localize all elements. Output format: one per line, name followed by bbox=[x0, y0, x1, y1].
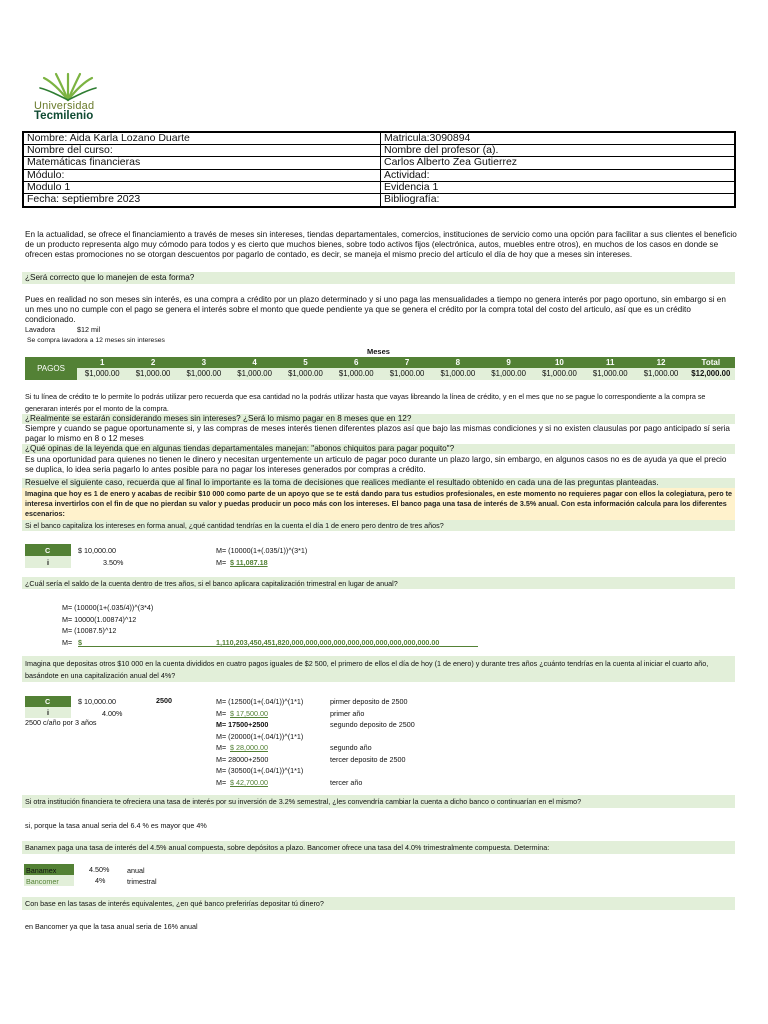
logo-line2: Tecmilenio bbox=[34, 110, 94, 122]
info-cell-left: Matemáticas financieras bbox=[24, 157, 381, 168]
pagos-total-column bbox=[687, 357, 735, 380]
pagos-month-column bbox=[179, 357, 230, 380]
info-cell-left: Modulo 1 bbox=[24, 182, 381, 193]
case-question-5: Banamex paga una tasa de interés del 4.5% anual compuesta, sobre depósitos a plazo. Bancomer ofrece una tasa del 4.0% trimestralmente compuesta. Determina: bbox=[25, 843, 550, 852]
calc3-result: $ 28,000.00 bbox=[230, 743, 268, 752]
month-number: 8 bbox=[455, 358, 461, 367]
month-amount: $1,000.00 bbox=[440, 369, 476, 378]
bank-name: Banamex bbox=[26, 866, 57, 875]
month-number: 6 bbox=[354, 358, 359, 367]
lavadora-note: Se compra lavadora a 12 meses sin intereses bbox=[27, 337, 165, 344]
info-cell-right: Bibliografía: bbox=[384, 193, 440, 205]
bank-type: anual bbox=[127, 866, 145, 875]
i-value: 4.00% bbox=[102, 709, 123, 718]
pagos-month-column bbox=[331, 357, 382, 380]
info-row bbox=[24, 170, 734, 182]
pagos-month-column bbox=[382, 357, 433, 380]
intro-paragraph: En la actualidad, se ofrece el financiamiento a través de meses sin intereses, tiendas departamentales, comercios, instituciones de servicio como una opción para facilitar a sus clientes el beneficio de un producto representa algo muy cómodo para todos y es cierto que muchos bienes, sobre todo activos fijos (electrónica, autos, muebles entre otros), en muchos de los casos en donde se ofrecen estas promociones no se otorgan descuentos por pagarlo de contado, es decir, se maneja el mismo precio del artículo el día de hoy que a meses sin intereses. bbox=[25, 230, 737, 260]
question-1: ¿Será correcto que lo manejen de esta forma? bbox=[25, 273, 195, 282]
calc3-formula: M= bbox=[216, 708, 227, 718]
case-question-6: Con base en las tasas de interés equivalentes, ¿en qué banco preferirías depositar tú dinero? bbox=[25, 899, 324, 908]
month-number: 11 bbox=[606, 358, 615, 367]
month-number: 3 bbox=[201, 358, 207, 367]
calc2-line3: M= (10087.5)^12 bbox=[62, 626, 117, 635]
bank-name: Bancomer bbox=[26, 877, 59, 886]
case-answer-4: si, porque la tasa anual seria del 6.4 % es mayor que 4% bbox=[25, 821, 207, 830]
case-answer-6: en Bancomer ya que la tasa anual seria de 16% anual bbox=[25, 922, 198, 931]
month-number: 12 bbox=[656, 358, 666, 367]
pagos-month-column bbox=[433, 357, 484, 380]
pagos-month-column bbox=[229, 357, 280, 380]
month-amount: $1,000.00 bbox=[491, 369, 526, 378]
bank-rate: 4% bbox=[95, 876, 106, 885]
answer-2: Siempre y cuando se pague oportunamente si, y las compras de meses interés tienen diferentes plazos así que bajo las mismas condiciones y si no existen clausulas por pago anticipado sí seria pagar lo mismo en 8 o 12 meses bbox=[25, 424, 730, 444]
calc2-dollar: $ bbox=[78, 638, 82, 647]
total-label: Total bbox=[701, 358, 721, 367]
calc3-note: segundo año bbox=[330, 743, 372, 752]
info-cell-right: Carlos Alberto Zea Gutierrez bbox=[384, 157, 518, 169]
calc2-line2: M= 10000(1.00874)^12 bbox=[62, 615, 137, 624]
pagos-month-column bbox=[483, 357, 534, 380]
month-number: 5 bbox=[303, 358, 308, 367]
bank-rate: 4.50% bbox=[89, 865, 110, 874]
caso-intro: Resuelve el siguiente caso, recuerda que al final lo importante es la toma de decisiones que realices mediante el resultado obtenido en cada una de las preguntas planteadas. bbox=[25, 478, 659, 487]
student-info-table bbox=[22, 131, 736, 208]
logo-line1: Universidad bbox=[34, 100, 95, 112]
pagos-row-label: PAGOS bbox=[37, 364, 65, 373]
formula-1-result: $ 11,087.18 bbox=[230, 558, 268, 567]
calc2-line4-prefix: M= bbox=[62, 638, 73, 647]
month-number: 7 bbox=[404, 358, 410, 367]
info-cell-left: Nombre del curso: bbox=[24, 145, 381, 156]
pagos-table bbox=[25, 357, 735, 380]
info-row bbox=[24, 145, 734, 157]
month-amount: $1,000.00 bbox=[135, 369, 171, 378]
month-number: 1 bbox=[100, 358, 105, 367]
question-2: ¿Realmente se estarán considerando meses sin intereses? ¿Será lo mismo pagar en 8 meses que en 12? bbox=[25, 414, 412, 423]
formula-1: M= (10000(1+(.035/1))^(3*1) bbox=[216, 546, 308, 555]
calc2-result: 1,110,203,450,451,820,000,000,000,000,000,000,000,000,000,000.00 bbox=[216, 638, 440, 647]
month-number: 9 bbox=[506, 358, 511, 367]
pagos-month-column bbox=[636, 357, 687, 380]
month-number: 10 bbox=[554, 358, 564, 367]
info-cell-left: Nombre: Aida Karla Lozano Duarte bbox=[24, 133, 381, 144]
case-question-4: Si otra institución financiera te ofreciera una tasa de interés por su inversión de 3.2% semestral, ¿les convendría cambiar la cuenta a dicho banco o continuarían en el mismo? bbox=[25, 797, 582, 806]
calc3-note: tercer deposito de 2500 bbox=[330, 754, 406, 764]
pagos-month-column bbox=[280, 357, 331, 380]
calc3-note: primer año bbox=[330, 708, 365, 718]
month-amount: $1,000.00 bbox=[288, 369, 323, 378]
calc3-formula: M= 17500+2500 bbox=[216, 720, 269, 729]
meses-label: Meses bbox=[367, 347, 390, 356]
month-amount: $1,000.00 bbox=[389, 369, 425, 378]
calc3-formula: M= (20000(1+(.04/1))^(1*1) bbox=[216, 731, 304, 741]
info-cell-right: Matricula:3090894 bbox=[384, 133, 471, 144]
question-3: ¿Qué opinas de la leyenda que en algunas tiendas departamentales manejan: "abonos chiquitos para pagar poquito"? bbox=[25, 444, 455, 453]
pagos-month-column bbox=[77, 357, 128, 380]
case-question-1: Si el banco capitaliza los intereses en forma anual, ¿qué cantidad tendrías en la cuenta el día 1 de enero pero dentro de tres años? bbox=[25, 521, 444, 530]
month-number: 4 bbox=[252, 358, 257, 367]
bank-type: trimestral bbox=[127, 877, 157, 886]
info-row bbox=[24, 133, 734, 145]
calc3-note: tercer año bbox=[330, 777, 363, 787]
i-value: 3.50% bbox=[103, 558, 124, 567]
month-amount: $1,000.00 bbox=[84, 369, 120, 378]
c-value: $ 10,000.00 bbox=[78, 697, 116, 706]
c-label: C bbox=[45, 546, 51, 555]
info-cell-left: Fecha: septiembre 2023 bbox=[24, 194, 381, 206]
month-amount: $1,000.00 bbox=[592, 369, 628, 378]
info-cell-right: Actividad: bbox=[384, 169, 430, 181]
caso-text: Imagina que hoy es 1 de enero y acabas de recibir $10 000 como parte de un apoyo que se te está dando para tus estudios profesionales, en este momento no requieres pagar con ellos la colegiatura, pero te interesa invertirlos con el fin de que no pierdan su valor y puedas producir un poco más con los intereses. El banco paga una tasa de interés de 3.5% anual. Con esta información calcula para los diferentes escenarios: bbox=[25, 489, 732, 518]
lavadora-label: Lavadora bbox=[25, 325, 55, 334]
calc3-formula: M= bbox=[216, 777, 227, 787]
calc3-formula: M= (30500(1+(.04/1))^(1*1) bbox=[216, 766, 304, 775]
info-row bbox=[24, 157, 734, 169]
i-label: i bbox=[47, 708, 49, 717]
calc2-line1: M= (10000(1+(.035/4))^(3*4) bbox=[62, 603, 154, 612]
info-row bbox=[24, 182, 734, 194]
answer-1: Pues en realidad no son meses sin interés, es una compra a crédito por un plazo determinado y si uno paga las mensualidades a tiempo no genera interés por pago oportuno, sin embargo si en un mes uno no cumple con el pago se genera el interés sobre el monto que quede pendiente ya que se genera el crédito por la compra total del costo del articulo, así que es un crédito condicionado. bbox=[25, 295, 726, 325]
calc3-note: segundo deposito de 2500 bbox=[330, 720, 415, 729]
lavadora-value: $12 mil bbox=[77, 325, 101, 334]
month-amount: $1,000.00 bbox=[542, 369, 577, 378]
pagos-month-column bbox=[128, 357, 179, 380]
calc3-result: $ 42,700.00 bbox=[230, 777, 268, 787]
month-amount: $1,000.00 bbox=[338, 369, 374, 378]
calc3-result: $ 17,500.00 bbox=[230, 708, 268, 718]
pagos-month-column bbox=[534, 357, 585, 380]
c-label: C bbox=[45, 697, 51, 706]
c-value: $ 10,000.00 bbox=[78, 546, 116, 555]
deposit-amount: 2500 bbox=[156, 696, 172, 705]
deposit-note: 2500 c/año por 3 años bbox=[25, 718, 97, 727]
month-amount: $1,000.00 bbox=[237, 369, 272, 378]
calc3-formula: M= 28000+2500 bbox=[216, 754, 269, 764]
leaf-icon bbox=[30, 72, 114, 102]
month-amount: $1,000.00 bbox=[186, 369, 222, 378]
i-label: i bbox=[47, 558, 49, 567]
formula-1-prefix: M= bbox=[216, 558, 227, 567]
answer-3: Es una oportunidad para quienes no tienen le dinero y necesitan urgentemente un articulo de pagar poco durante un plazo largo, sin embargo, en algunos casos no es de ayuda ya que el precio se duplica, lo idea seria pagarlo lo antes posible para no pagar los intereses generados por compras a crédito. bbox=[25, 455, 727, 475]
total-amount: $12,000.00 bbox=[691, 369, 731, 378]
month-number: 2 bbox=[150, 358, 156, 367]
calc3-formula: M= bbox=[216, 743, 227, 752]
info-cell-right: Evidencia 1 bbox=[384, 181, 439, 193]
case-question-2: ¿Cuál sería el saldo de la cuenta dentro de tres años, si el banco aplicara capitalización trimestral en lugar de anual? bbox=[25, 579, 398, 588]
paragraph-2: Si tu línea de crédito te lo permite lo podrás utilizar pero recuerda que esa cantidad no la podrás utilizar hasta que vayas libreando la línea de crédito, y en el mes que no se pague lo correspondiente a la compra se generaran interés por el monto de la compra. bbox=[25, 392, 706, 413]
calc3-note: pirmer deposito de 2500 bbox=[330, 697, 408, 706]
month-amount: $1,000.00 bbox=[643, 369, 679, 378]
info-row bbox=[24, 194, 734, 206]
info-cell-left: Módulo: bbox=[24, 170, 381, 181]
case-question-3: Imagina que depositas otros $10 000 en la cuenta divididos en cuatro pagos iguales de $2 500, el primero de ellos el día de hoy (1 de enero) y durante tres años ¿cuánto tendrías en la cuenta al iniciar el cuarto año, basándote en una capitalización anual del 4%? bbox=[25, 659, 709, 680]
info-cell-right: Nombre del profesor (a). bbox=[384, 145, 499, 157]
calc3-formula: M= (12500(1+(.04/1))^(1*1) bbox=[216, 697, 304, 706]
pagos-month-column bbox=[585, 357, 636, 380]
